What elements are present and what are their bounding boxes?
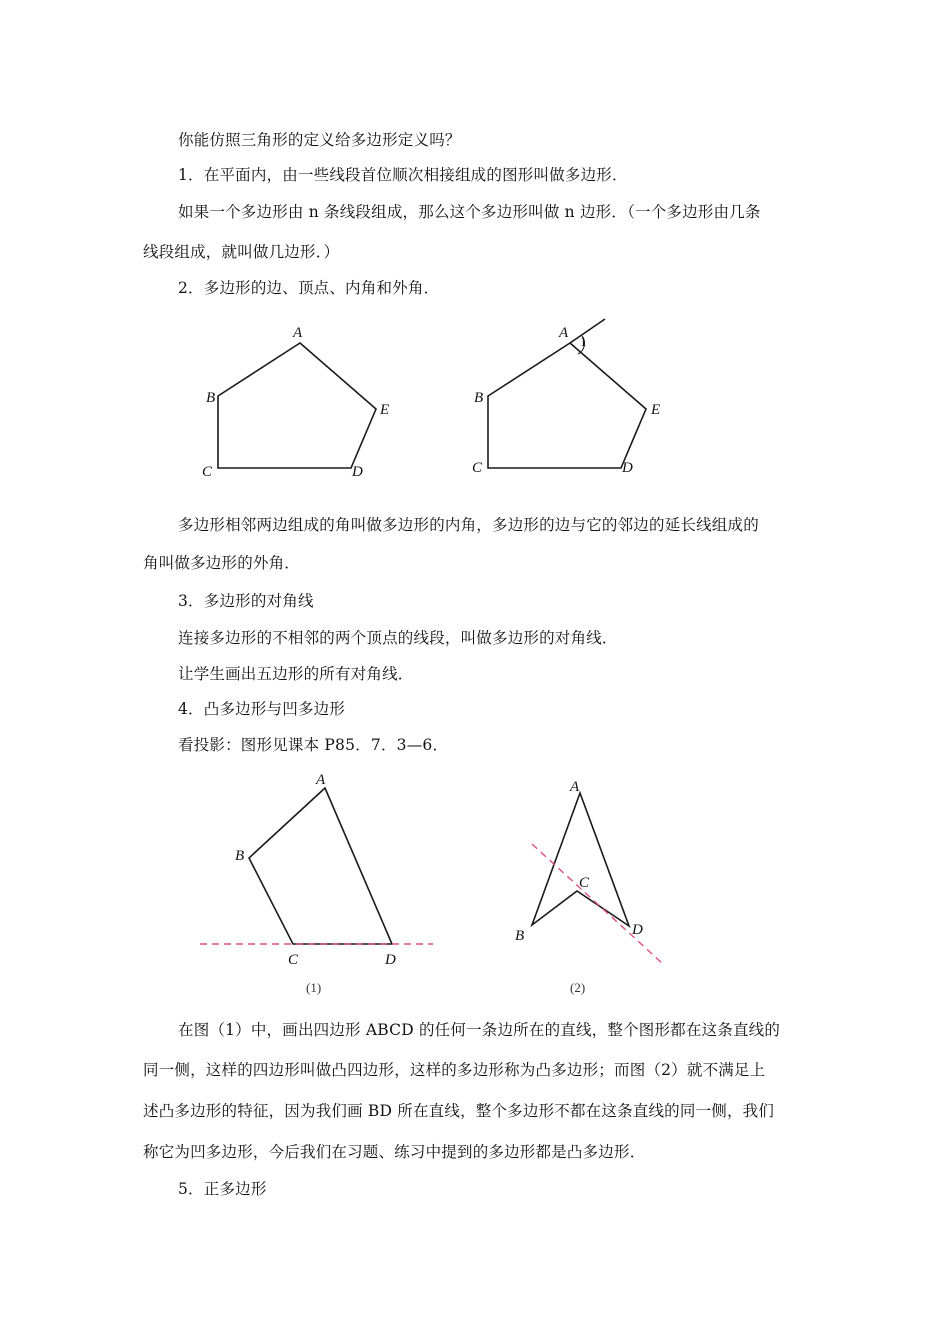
label-A: A	[316, 772, 326, 788]
label-C: C	[579, 875, 590, 891]
label-D: D	[385, 952, 396, 968]
label-A: A	[293, 325, 303, 341]
label-angle-1: 1	[580, 334, 587, 349]
paragraph-n-gon-line2: 线段组成，就叫做几边形．）	[143, 243, 340, 261]
quadrilateral-figures	[195, 768, 685, 998]
label-C: C	[288, 952, 299, 968]
paragraph-diagonal-def: 连接多边形的不相邻的两个顶点的线段，叫做多边形的对角线．	[178, 629, 618, 647]
label-D: D	[622, 460, 633, 476]
label-B: B	[206, 390, 216, 406]
label-C: C	[202, 464, 213, 480]
paragraph-angles-line2: 角叫做多边形的外角．	[143, 554, 301, 572]
label-D: D	[352, 464, 363, 480]
label-B: B	[235, 848, 245, 864]
label-E: E	[380, 402, 390, 418]
convex-quadrilateral	[249, 788, 392, 944]
extension-line	[570, 319, 605, 343]
paragraph-convex-line1: 在图（1）中，画出四边形 ABCD 的任何一条边所在的直线，整个图形都在这条直线的	[178, 1021, 781, 1039]
paragraph-n-gon-line1: 如果一个多边形由 n 条线段组成，那么这个多边形叫做 n 边形．（一个多边形由几条	[178, 203, 761, 221]
label-B: B	[515, 928, 525, 944]
paragraph-question: 你能仿照三角形的定义给多边形定义吗？	[178, 131, 461, 149]
dashed-line-bd	[532, 844, 663, 964]
heading-4: 4．凸多边形与凹多边形	[178, 700, 346, 718]
pentagon-1	[218, 343, 376, 468]
paragraph-convex-line4: 称它为凹多边形，今后我们在习题、练习中提到的多边形都是凸多边形．	[143, 1143, 646, 1161]
label-C: C	[472, 460, 483, 476]
heading-3: 3．多边形的对角线	[178, 592, 314, 610]
paragraph-angles-line1: 多边形相邻两边组成的角叫做多边形的内角，多边形的边与它的邻边的延长线组成的	[178, 516, 759, 534]
caption-2: (2)	[570, 980, 586, 995]
paragraph-convex-line3: 述凸多边形的特征，因为我们画 BD 所在直线，整个多边形不都在这条直线的同一侧，我们	[143, 1102, 775, 1120]
caption-1: (1)	[306, 980, 322, 995]
label-D: D	[632, 922, 643, 938]
concave-quadrilateral	[532, 793, 629, 926]
heading-5: 5．正多边形	[178, 1180, 267, 1198]
paragraph-convex-line2: 同一侧，这样的四边形叫做凸四边形，这样的多边形称为凸多边形；而图（2）就不满足上	[143, 1061, 766, 1079]
label-A: A	[559, 325, 569, 341]
label-B: B	[474, 390, 484, 406]
heading-2: 2．多边形的边、顶点、内角和外角．	[178, 279, 440, 297]
pentagon-figures	[190, 310, 670, 485]
label-E: E	[651, 402, 661, 418]
paragraph-diagonal-task: 让学生画出五边形的所有对角线．	[178, 665, 414, 683]
pentagon-2	[488, 343, 646, 468]
paragraph-projection: 看投影：图形见课本 P85．7．3—6．	[178, 736, 449, 754]
label-A: A	[570, 779, 580, 795]
paragraph-definition-1: 1．在平面内，由一些线段首位顺次相接组成的图形叫做多边形．	[178, 166, 628, 184]
